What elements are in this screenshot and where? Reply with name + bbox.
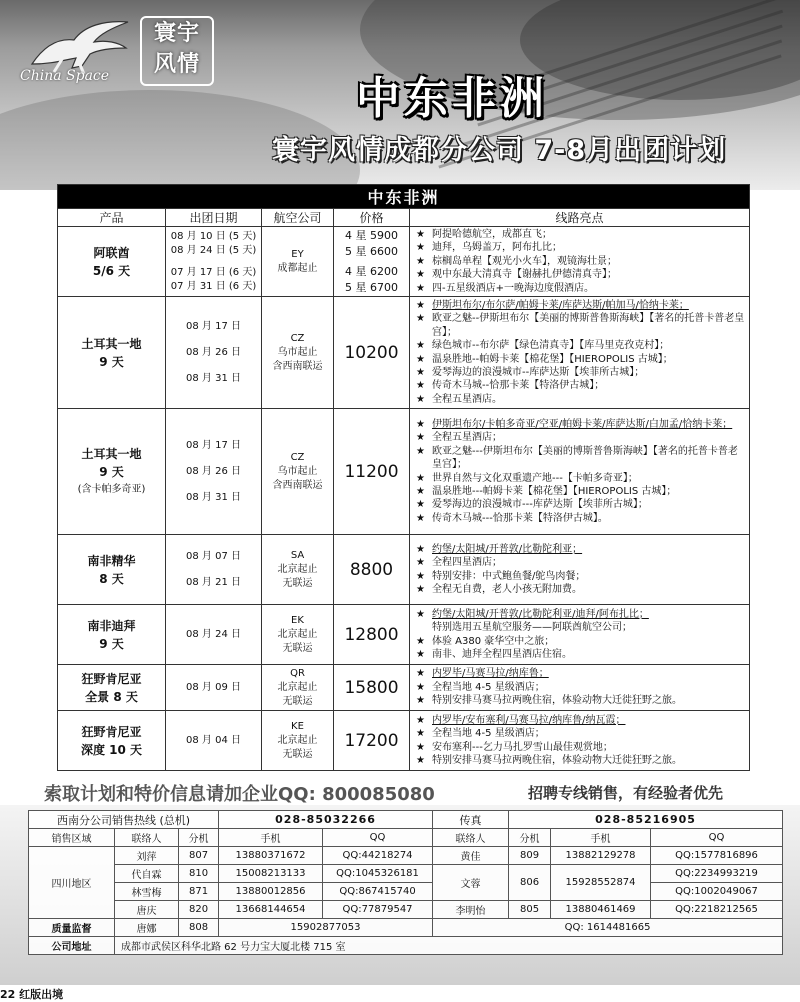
contact-ext: 810 bbox=[179, 865, 219, 883]
airline-cell: EK 北京起止 无联运 bbox=[262, 605, 334, 665]
contact-name: 代自霖 bbox=[115, 865, 179, 883]
product-cell: 土耳其一地 9 天 bbox=[58, 297, 166, 409]
page-title: 中东非洲 bbox=[356, 73, 548, 124]
table-row bbox=[58, 665, 750, 711]
fax-number: 028-85216905 bbox=[509, 811, 783, 829]
table-row bbox=[58, 535, 750, 605]
brand-name-en: China Space bbox=[20, 68, 110, 84]
contact-ext: 806 bbox=[509, 865, 551, 901]
table-row bbox=[29, 847, 783, 865]
table-header-row bbox=[58, 209, 750, 227]
table-row bbox=[58, 227, 750, 297]
price-cell: 10200 bbox=[334, 297, 410, 409]
contact-name: 文蓉 bbox=[433, 865, 509, 901]
price-cell: 17200 bbox=[334, 711, 410, 771]
airline-cell: EY 成都起止 bbox=[262, 227, 334, 297]
hotline-row bbox=[29, 811, 783, 829]
contact-qq: QQ: 1614481665 bbox=[433, 919, 783, 937]
contact-mobile: 13880371672 bbox=[219, 847, 323, 865]
column-header: 价格 bbox=[334, 209, 410, 227]
product-cell: 阿联酋 5/6 天 bbox=[58, 227, 166, 297]
highlights-cell: ★ 伊斯坦布尔/布尔萨/帕姆卡莱/库萨达斯/帕加马/恰纳卡莱； ★ 欧亚之魅--伊斯坦布尔【美丽的博斯普鲁斯海峡】【著名的托普卡普老皇宫】； ★ 绿色城市--布尔萨【绿色清真寺】【库马里克孜克村】； ★ 温泉胜地--帕姆卡莱【棉花堡】【HIEROPOLIS 古城】； ★ 爱琴海边的浪漫城市--库萨达斯【埃菲所古城】； ★ 传奇木马城--恰那卡莱【特洛伊古城】； ★ 全程五星酒店。 bbox=[410, 297, 750, 409]
contact-mobile: 15928552874 bbox=[551, 865, 651, 901]
contact-name: 李明怡 bbox=[433, 901, 509, 919]
contact-ext: 820 bbox=[179, 901, 219, 919]
dates-cell: 08 月 07 日 08 月 21 日 bbox=[166, 535, 262, 605]
contact-qq: QQ:44218274 bbox=[323, 847, 433, 865]
contact-ext: 809 bbox=[509, 847, 551, 865]
product-cell: 土耳其一地 9 天 (含卡帕多奇亚) bbox=[58, 409, 166, 535]
table-row bbox=[29, 865, 783, 883]
contact-name: 林雪梅 bbox=[115, 883, 179, 901]
contact-ext: 808 bbox=[179, 919, 219, 937]
highlights-cell: ★ 约堡/太阳城/开普敦/比勒陀利亚； ★ 全程四星酒店； ★ 特别安排：中式鲍鱼餐/鸵鸟肉餐； ★ 全程无自费，老人小孩无附加费。 bbox=[410, 535, 750, 605]
recruitment-text: 招聘专线销售，有经验者优先 bbox=[528, 784, 724, 802]
highlights-cell: ★ 伊斯坦布尔/卡帕多奇亚/空亚/帕姆卡莱/库萨达斯/白加孟/恰纳卡莱； ★ 全程五星酒店； ★ 欧亚之魅---伊斯坦布尔【美丽的博斯普鲁斯海峡】【著名的托普卡普老皇宫】； ★ 世界自然与文化双重遗产地---【卡帕多奇亚】； ★ 温泉胜地---帕姆卡莱【棉花堡】【HIEROPOLIS 古城】； ★ 爱琴海边的浪漫城市---库萨达斯【埃菲所古城】； ★ 传奇木马城---恰那卡莱【特洛伊古城】。 bbox=[410, 409, 750, 535]
address-row bbox=[29, 937, 783, 955]
dates-cell: 08 月 17 日 08 月 26 日 08 月 31 日 bbox=[166, 297, 262, 409]
dates-cell: 08 月 17 日 08 月 26 日 08 月 31 日 bbox=[166, 409, 262, 535]
contact-ext: 805 bbox=[509, 901, 551, 919]
column-header: 产品 bbox=[58, 209, 166, 227]
table-row bbox=[58, 605, 750, 665]
column-header: 出团日期 bbox=[166, 209, 262, 227]
column-header: 手机 bbox=[219, 829, 323, 847]
contact-mobile: 13882129278 bbox=[551, 847, 651, 865]
contact-qq: QQ:1002049067 bbox=[651, 883, 783, 901]
address-label: 公司地址 bbox=[29, 937, 115, 955]
highlights-cell: ★ 内罗毕/马赛马拉/纳库鲁； ★ 全程当地 4-5 星级酒店； ★ 特别安排马赛马拉两晚住宿，体验动物大迁徙狂野之旅。 bbox=[410, 665, 750, 711]
address-value: 成都市武侯区科华北路 62 号力宝大厦北楼 715 室 bbox=[115, 937, 783, 955]
quality-row bbox=[29, 919, 783, 937]
column-header: QQ bbox=[323, 829, 433, 847]
highlights-cell: ★ 约堡/太阳城/开普敦/比勒陀利亚/迪拜/阿布扎比； 特别选用五星航空服务——阿联酋航空公司； ★ 体验 A380 豪华空中之旅； ★ 南非、迪拜全程四星酒店住宿。 bbox=[410, 605, 750, 665]
table-row bbox=[58, 409, 750, 535]
tour-table bbox=[57, 184, 750, 771]
brand-name-cn: 寰宇 风情 bbox=[140, 16, 214, 86]
table-row bbox=[58, 711, 750, 771]
page-subtitle: 寰宇风情成都分公司 7-8月出团计划 bbox=[272, 135, 727, 166]
contact-mobile: 13880461469 bbox=[551, 901, 651, 919]
airline-cell: SA 北京起止 无联运 bbox=[262, 535, 334, 605]
table-row bbox=[29, 883, 783, 901]
contact-name: 刘萍 bbox=[115, 847, 179, 865]
dates-cell: 08 月 04 日 bbox=[166, 711, 262, 771]
price-cell: 4 星 5900 5 星 6600 4 星 6200 5 星 6700 bbox=[334, 227, 410, 297]
column-header: 分机 bbox=[509, 829, 551, 847]
table-row bbox=[29, 901, 783, 919]
contact-name: 唐庆 bbox=[115, 901, 179, 919]
contact-qq: QQ:867415740 bbox=[323, 883, 433, 901]
column-header: 航空公司 bbox=[262, 209, 334, 227]
header-banner bbox=[0, 0, 800, 190]
price-cell: 15800 bbox=[334, 665, 410, 711]
airline-cell: CZ 乌市起止 含西南联运 bbox=[262, 297, 334, 409]
contact-qq: QQ:1577816896 bbox=[651, 847, 783, 865]
winged-horse-icon bbox=[24, 16, 134, 76]
column-header: 线路亮点 bbox=[410, 209, 750, 227]
price-cell: 8800 bbox=[334, 535, 410, 605]
contact-mobile: 13668144654 bbox=[219, 901, 323, 919]
column-header: 联络人 bbox=[433, 829, 509, 847]
contact-ext: 807 bbox=[179, 847, 219, 865]
product-cell: 南非迪拜 9 天 bbox=[58, 605, 166, 665]
highlights-cell: ★ 内罗毕/安布塞利/马赛马拉/纳库鲁/纳瓦霞； ★ 全程当地 4-5 星级酒店； ★ 安布塞利---乞力马扎罗雪山最佳观赏地； ★ 特别安排马赛马拉两晚住宿，体验动物大迁徙狂野之旅。 bbox=[410, 711, 750, 771]
region-cell: 四川地区 bbox=[29, 847, 115, 919]
contact-qq: QQ:1045326181 bbox=[323, 865, 433, 883]
airline-cell: QR 北京起止 无联运 bbox=[262, 665, 334, 711]
table-row bbox=[58, 297, 750, 409]
column-header: 手机 bbox=[551, 829, 651, 847]
hotline-number: 028-85032266 bbox=[219, 811, 433, 829]
highlights-cell: ★ 阿提哈德航空，成都直飞； ★ 迪拜，乌姆盖万，阿布扎比； ★ 棕榈岛单程【观光小火车】，观镜海壮景； ★ 观中东最大清真寺【谢赫扎伊德清真寺】； ★ 四-五星级酒店+一晚海边度假酒店。 bbox=[410, 227, 750, 297]
product-cell: 狂野肯尼亚 全景 8 天 bbox=[58, 665, 166, 711]
contact-qq: QQ:2218212565 bbox=[651, 901, 783, 919]
column-header: 分机 bbox=[179, 829, 219, 847]
qq-contact-text: 索取计划和特价信息请加企业QQ: 800085080 bbox=[44, 784, 435, 805]
product-cell: 南非精华 8 天 bbox=[58, 535, 166, 605]
contact-mobile: 15902877053 bbox=[219, 919, 433, 937]
fax-label: 传真 bbox=[433, 811, 509, 829]
contact-ext: 871 bbox=[179, 883, 219, 901]
column-header: 联络人 bbox=[115, 829, 179, 847]
contact-mobile: 13880012856 bbox=[219, 883, 323, 901]
product-cell: 狂野肯尼亚 深度 10 天 bbox=[58, 711, 166, 771]
sales-header-row bbox=[29, 829, 783, 847]
column-header: QQ bbox=[651, 829, 783, 847]
airline-cell: CZ 乌市起止 含西南联运 bbox=[262, 409, 334, 535]
contact-mobile: 15008213133 bbox=[219, 865, 323, 883]
contact-qq: QQ:77879547 bbox=[323, 901, 433, 919]
table-title: 中东非洲 bbox=[58, 185, 750, 209]
brand-logo bbox=[18, 10, 218, 90]
sales-contact-table bbox=[28, 810, 783, 955]
contact-name: 唐娜 bbox=[115, 919, 179, 937]
price-cell: 11200 bbox=[334, 409, 410, 535]
hotline-label: 西南分公司销售热线 (总机) bbox=[29, 811, 219, 829]
column-header: 销售区域 bbox=[29, 829, 115, 847]
price-cell: 12800 bbox=[334, 605, 410, 665]
contact-qq: QQ:2234993219 bbox=[651, 865, 783, 883]
dates-cell: 08 月 10 日 (5 天) 08 月 24 日 (5 天) 07 月 17 日 (6 天) 07 月 31 日 (6 天) bbox=[166, 227, 262, 297]
quality-label: 质量监督 bbox=[29, 919, 115, 937]
page-footer: 22 红版出境 bbox=[0, 988, 64, 1001]
airline-cell: KE 北京起止 无联运 bbox=[262, 711, 334, 771]
contact-name: 黄佳 bbox=[433, 847, 509, 865]
dates-cell: 08 月 24 日 bbox=[166, 605, 262, 665]
dates-cell: 08 月 09 日 bbox=[166, 665, 262, 711]
